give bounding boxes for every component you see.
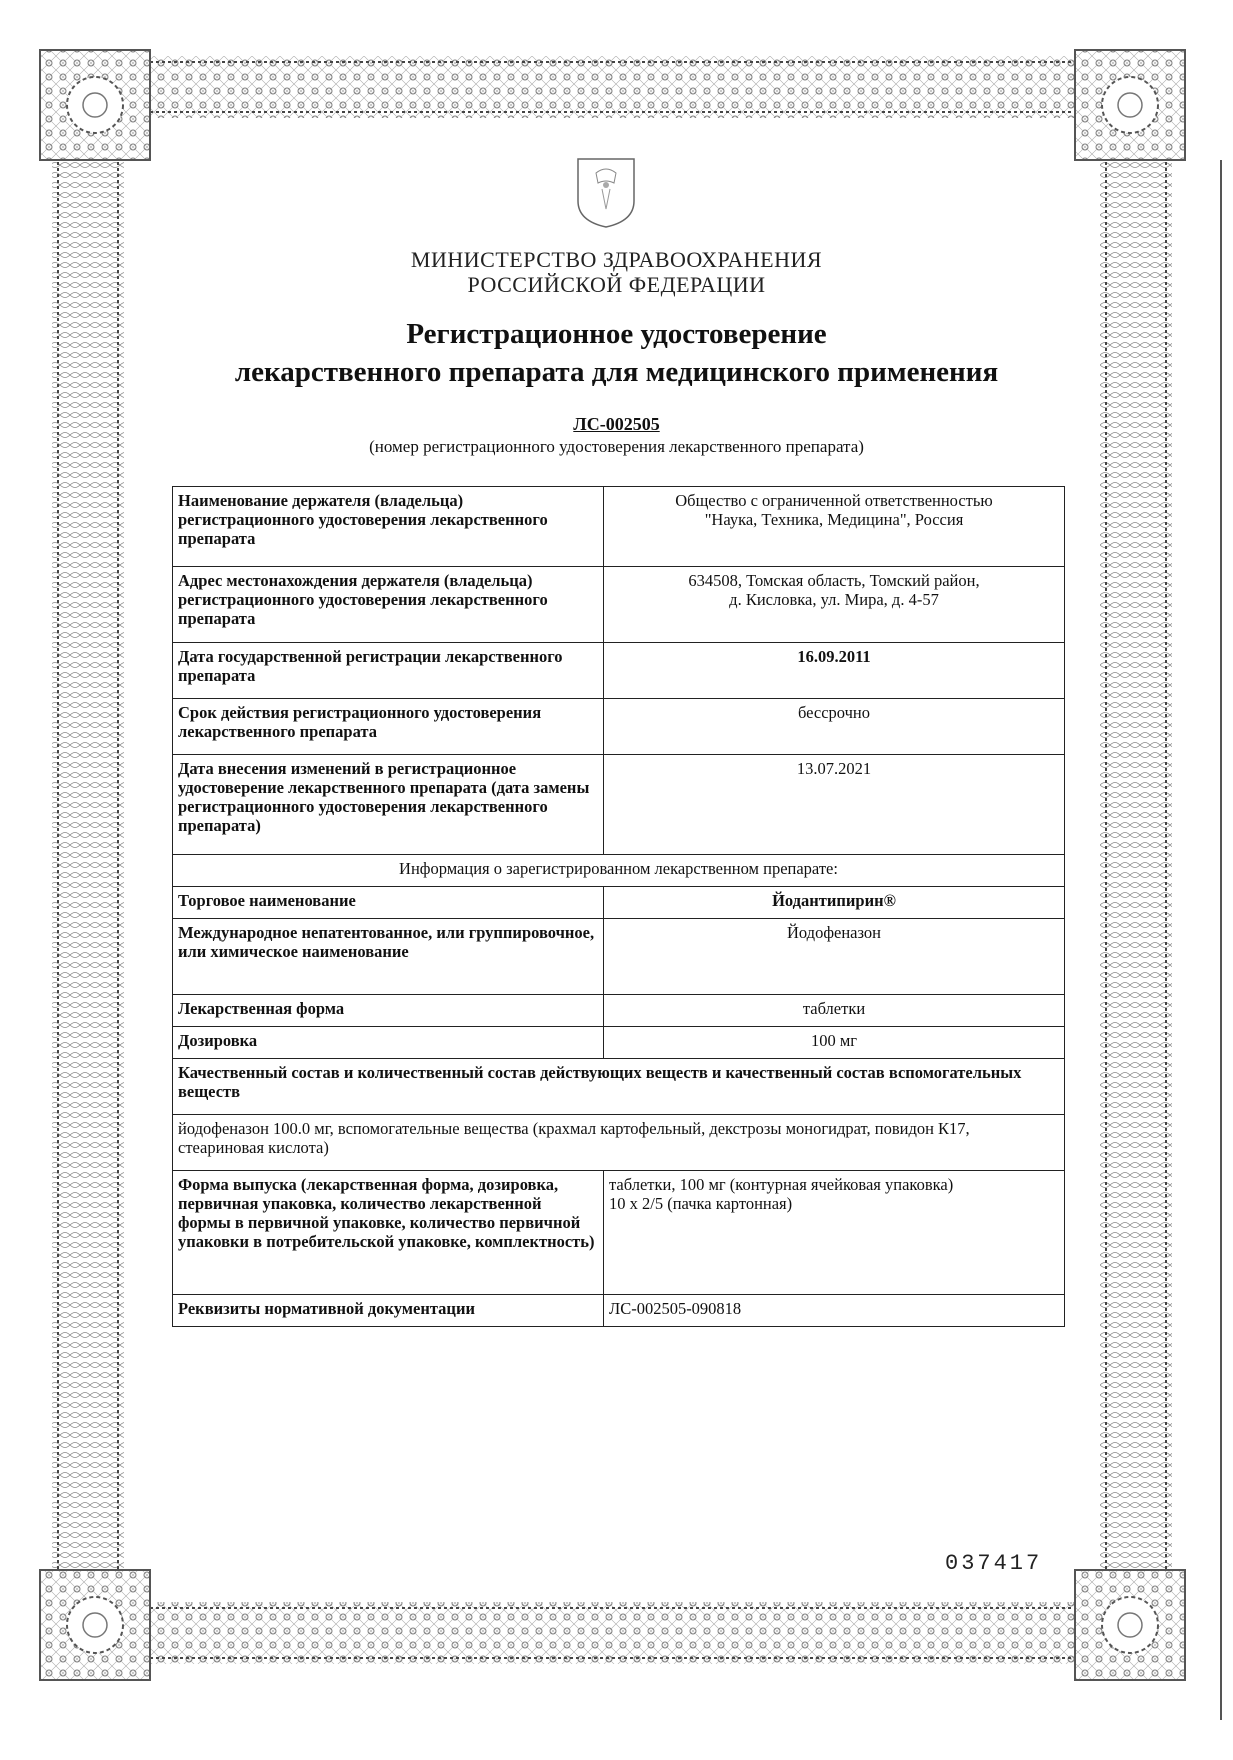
dosage-label: Дозировка (173, 1027, 604, 1059)
table-row (173, 1115, 1065, 1171)
table-row (173, 1059, 1065, 1115)
address-value-line2: д. Кисловка, ул. Мира, д. 4-57 (729, 590, 939, 609)
address-value-line1: 634508, Томская область, Томский район, (688, 571, 980, 590)
release-value-line1: таблетки, 100 мг (контурная ячейковая упаковка) (609, 1175, 954, 1194)
changes-value: 13.07.2021 (604, 755, 1065, 855)
table-row (173, 1171, 1065, 1295)
registration-number-caption: (номер регистрационного удостоверения лекарственного препарата) (369, 437, 864, 456)
table-row (173, 855, 1065, 887)
address-label: Адрес местонахождения держателя (владельца) регистрационного удостоверения лекарственного препарата (173, 567, 604, 643)
table-row (173, 699, 1065, 755)
form-value: таблетки (604, 995, 1065, 1027)
corner-ornament-bottom-right (1075, 1570, 1185, 1680)
holder-label: Наименование держателя (владельца) регистрационного удостоверения лекарственного препарата (173, 487, 604, 567)
coat-of-arms-icon (572, 155, 640, 229)
table-row (173, 1027, 1065, 1059)
release-value-line2: 10 х 2/5 (пачка картонная) (609, 1194, 793, 1213)
reg-date-label: Дата государственной регистрации лекарственного препарата (173, 643, 604, 699)
certificate-table (172, 486, 1065, 1327)
info-section-header: Информация о зарегистрированном лекарственном препарате: (173, 855, 1065, 887)
holder-value (604, 487, 1065, 567)
table-row (173, 919, 1065, 995)
form-serial-number: 037417 (945, 1551, 1043, 1576)
corner-ornament-top-right (1075, 50, 1185, 160)
corner-ornament-bottom-left (40, 1570, 150, 1680)
inn-label: Международное непатентованное, или группировочное, или химическое наименование (173, 919, 604, 995)
changes-label: Дата внесения изменений в регистрационное удостоверение лекарственного препарата (дата замены регистрационного удостоверения лекарственного препарата) (173, 755, 604, 855)
border-bottom (150, 1602, 1075, 1664)
registration-number: ЛС-002505 (573, 414, 660, 434)
address-value (604, 567, 1065, 643)
holder-value-line2: "Наука, Техника, Медицина", Россия (704, 510, 964, 529)
normdoc-label: Реквизиты нормативной документации (173, 1295, 604, 1327)
border-top (150, 56, 1075, 118)
certificate-title: Регистрационное удостоверение (406, 318, 827, 350)
normdoc-value: ЛС-002505-090818 (604, 1295, 1065, 1327)
release-value (604, 1171, 1065, 1295)
holder-value-line1: Общество с ограниченной ответственностью (675, 491, 993, 510)
composition-value: йодофеназон 100.0 мг, вспомогательные вещества (крахмал картофельный, декстрозы моногидрат, повидон К17, стеариновая кислота) (173, 1115, 1065, 1171)
table-row (173, 643, 1065, 699)
dosage-value: 100 мг (604, 1027, 1065, 1059)
corner-ornament-top-left (40, 50, 150, 160)
validity-label: Срок действия регистрационного удостоверения лекарственного препарата (173, 699, 604, 755)
inn-value: Йодофеназон (604, 919, 1065, 995)
form-label: Лекарственная форма (173, 995, 604, 1027)
reg-date-value: 16.09.2011 (604, 643, 1065, 699)
table-row (173, 567, 1065, 643)
ministry-name-line2: РОССИЙСКОЙ ФЕДЕРАЦИИ (467, 272, 766, 297)
trade-name-label: Торговое наименование (173, 887, 604, 919)
trade-name-value: Йодантипирин® (604, 887, 1065, 919)
composition-label: Качественный состав и количественный состав действующих веществ и качественный состав вспомогательных веществ (173, 1059, 1065, 1115)
validity-value: бессрочно (604, 699, 1065, 755)
certificate-subtitle: лекарственного препарата для медицинского применения (234, 356, 999, 388)
table-row (173, 995, 1065, 1027)
scan-edge-line (1220, 160, 1222, 1720)
table-row (173, 1295, 1065, 1327)
table-row (173, 487, 1065, 567)
table-row (173, 887, 1065, 919)
ministry-name-line1: МИНИСТЕРСТВО ЗДРАВООХРАНЕНИЯ (410, 247, 823, 272)
release-label: Форма выпуска (лекарственная форма, дозировка, первичная упаковка, количество лекарственной формы в первичной упаковке, количество первичной упаковки в потребительской упаковке, комплектность) (173, 1171, 604, 1295)
table-row (173, 755, 1065, 855)
